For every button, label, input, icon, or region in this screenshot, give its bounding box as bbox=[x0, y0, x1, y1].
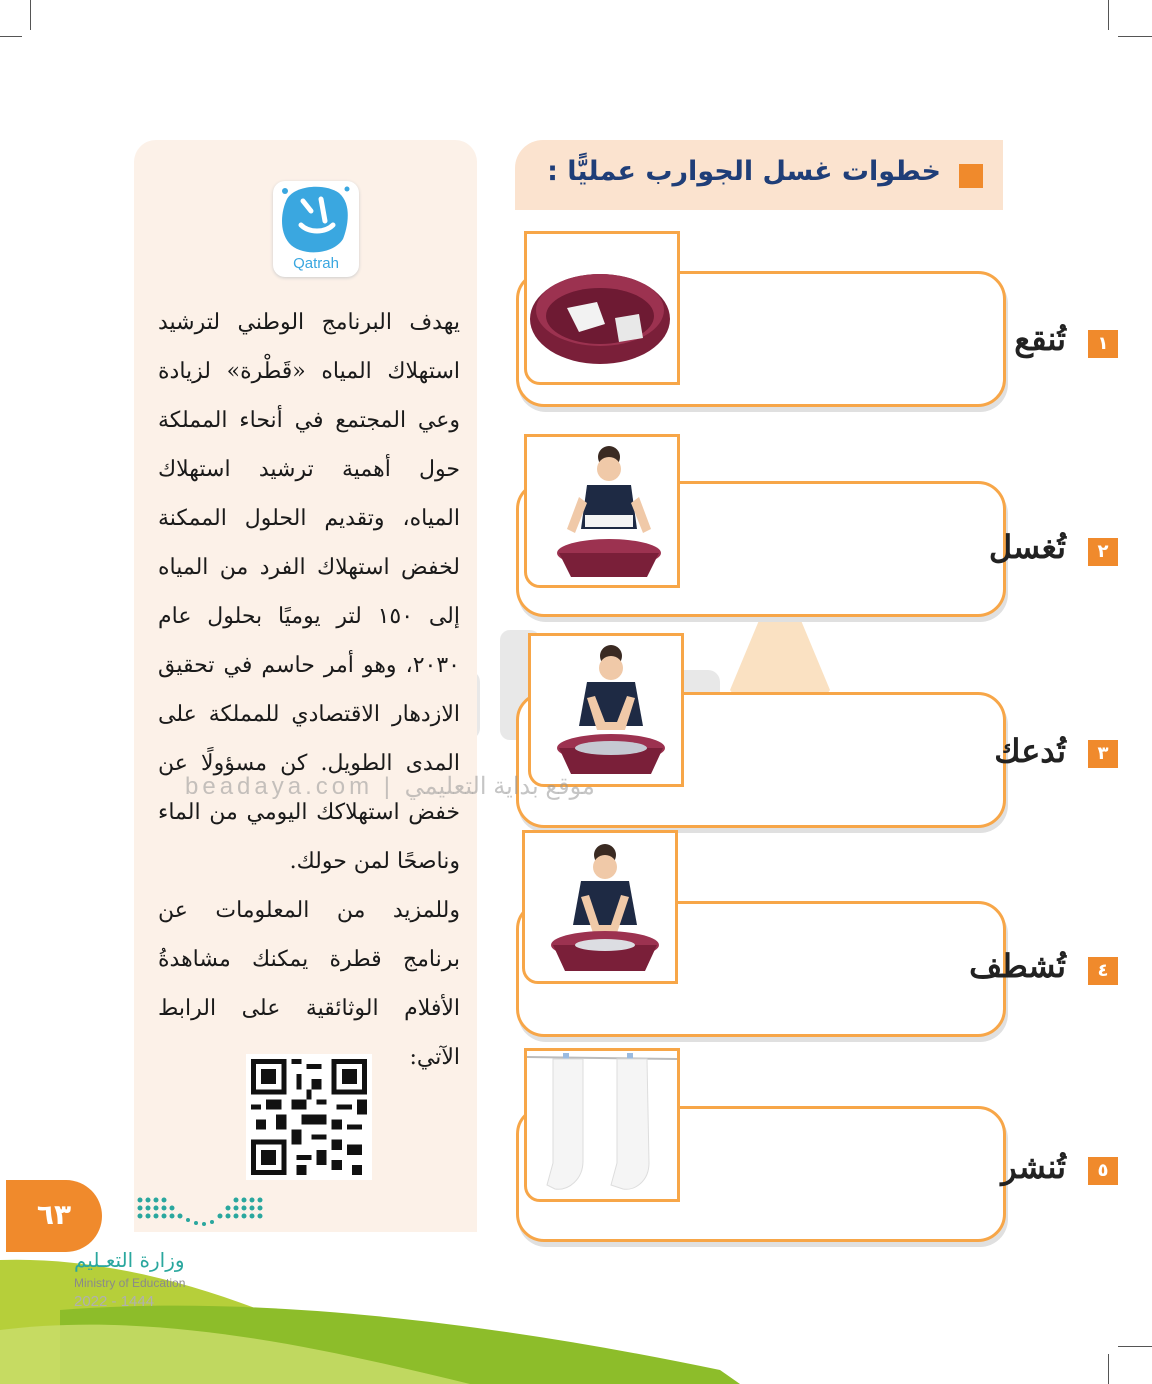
qr-code[interactable] bbox=[246, 1054, 372, 1180]
info-paragraph-2: وللمزيد من المعلومات عن برنامج قطرة يمكنك مشاهدةُ الأفلام الوثائقية على الرابط الآتي: bbox=[158, 898, 460, 1070]
step-number-badge: ٢ bbox=[1088, 538, 1118, 566]
step-label: تُنقع bbox=[1014, 320, 1066, 358]
step-number-badge: ٣ bbox=[1088, 740, 1118, 768]
qatrah-logo bbox=[273, 181, 359, 277]
step-number-badge: ٤ bbox=[1088, 957, 1118, 985]
step-number-badge: ١ bbox=[1088, 330, 1118, 358]
rinse-photo bbox=[522, 830, 678, 984]
step-number-badge: ٥ bbox=[1088, 1157, 1118, 1185]
crop-mark bbox=[30, 0, 31, 30]
crop-mark bbox=[1118, 36, 1152, 37]
ministry-name-english: Ministry of Education bbox=[74, 1276, 186, 1290]
step-label: تُنشر bbox=[1001, 1148, 1066, 1186]
edition-year: 2022 - 1444 bbox=[74, 1293, 155, 1310]
hang-photo bbox=[524, 1048, 680, 1202]
soak-photo bbox=[524, 231, 680, 385]
page-number: ٦٣ bbox=[6, 1180, 102, 1252]
step-label: تُغسل bbox=[988, 528, 1066, 566]
step-label: تُشطف bbox=[969, 947, 1066, 985]
section-title: خطوات غسل الجوارب عمليًّا : bbox=[547, 156, 941, 187]
scrub-photo bbox=[528, 633, 684, 787]
crop-mark bbox=[0, 36, 22, 37]
bullet-square-icon bbox=[959, 164, 983, 188]
qatrah-logo-text: Qatrah bbox=[293, 255, 339, 272]
ministry-name-arabic: وزارة التعـليم bbox=[74, 1248, 185, 1272]
wash-photo bbox=[524, 434, 680, 588]
info-text bbox=[158, 298, 460, 1082]
crop-mark bbox=[1108, 0, 1109, 30]
vision-2030-dots-logo bbox=[136, 1196, 266, 1232]
step-label: تُدعك bbox=[994, 732, 1066, 770]
crop-mark bbox=[1108, 1354, 1109, 1384]
section-header bbox=[515, 140, 1003, 210]
watermark-url: beadaya.com | موقع بداية التعليمي bbox=[185, 773, 595, 800]
info-paragraph-1: يهدف البرنامج الوطني لترشيد استهلاك المياه «قَطْرة» لزيادة وعي المجتمع في أنحاء المملكة حول أهمية ترشيد استهلاك المياه، وتقديم الحلول الممكنة لخفض استهلاك الفرد من المياه إلى ١٥٠ لتر يوميًا بحلول عام ٢٠٣٠، وهو أمر حاسم في تحقيق الازدهار الاقتصادي للمملكة على المدى الطويل. كن مسؤولًا عن خفض استهلاكك اليومي من الماء وناصحًا لمن حولك. bbox=[158, 310, 460, 874]
crop-mark bbox=[1118, 1346, 1152, 1347]
